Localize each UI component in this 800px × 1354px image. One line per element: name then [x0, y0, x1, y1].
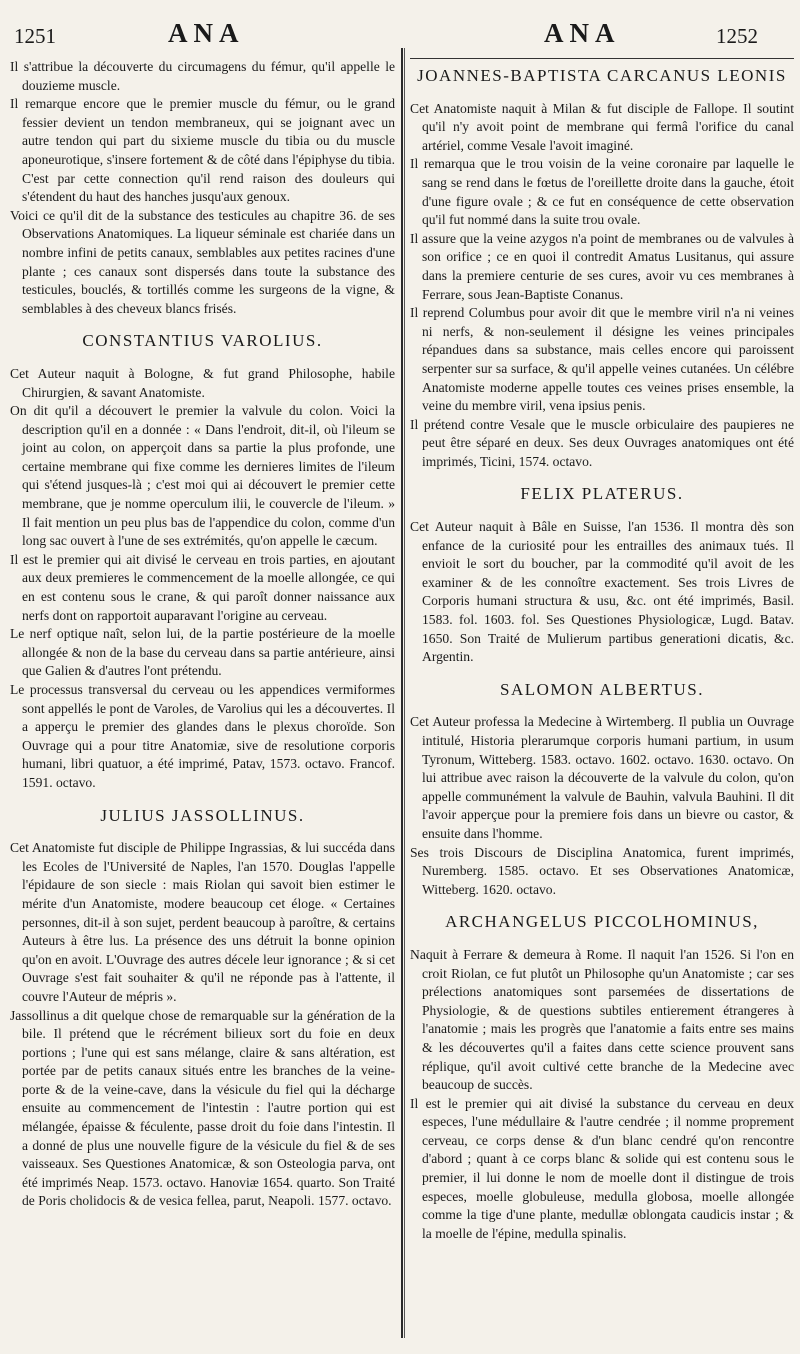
paragraph: Naquit à Ferrare & demeura à Rome. Il naquit l'an 1526. Si l'on en croit Riolan, ce fut plutôt un Philosophe qu'un Anatomiste ; car ses prélections anatomiques sont parsemées de dissertations de Physiologie, & de questions subtiles entierement étrangeres à l'anatomie ; mais les progrès que l'anatomie a faits entre ses mains & les découvertes qu'il a faites dans cette science prouvent sans réplique, qu'il avoit cultivé cette branche de la Medecine avec beaucoup de succès. — [410, 946, 794, 1093]
paragraph: Cet Auteur naquit à Bâle en Suisse, l'an 1536. Il montra dès son enfance de la curiosité pour les entrailles des animaux tués. Il envioit le sort du boucher, par la commodité qu'il avoit de les examiner & de les connoître exactement. Ses trois Livres de Corporis humani structura & usu, &c. ont été imprimés, Basil. 1583. fol. 1603. fol. Ses Questiones Physiologicæ, Lugd. Batav. 1650. Son Traité de Mulierum partibus generationi dicatis, &c. Argentin. — [410, 519, 794, 665]
section-heading: JULIUS JASSOLLINUS. — [100, 805, 305, 825]
left-column — [10, 58, 395, 1211]
paragraph: Jassollinus a dit quelque chose de remarquable sur la génération de la bile. Il prétend que le récrément bilieux sort du foie en deux portions ; l'une qui est sans mélange, claire & sans altération, est portée par de petits canaux situés entre les branches de la veine-porte & de la veine-cave, dans la vésicule du fiel qui la décharge ensuite au commencement de l'intestin : l'autre portion qui est mélangée, épaisse & féculente, passe droit du foie dans l'intestin. Il a donné de plus une nouvelle figure de la vésicule du fiel & de ses vaisseaux. Ses Questiones Anatomicæ, & son Osteologia parva, ont été imprimés Neap. 1573. octavo. Hanoviæ 1654. quarto. Son Traité de Poris cholidocis & de vesica fellea, parut, Neapoli. 1577. octavo. — [10, 1007, 395, 1209]
paragraph: Le nerf optique naît, selon lui, de la partie postérieure de la moelle allongée & non de la base du cerveau dans sa partie antérieure, ainsi que Galien & d'autres l'ont prétendu. — [10, 626, 395, 679]
paragraph: Cet Auteur professa la Medecine à Wirtemberg. Il publia un Ouvrage intitulé, Historia plerarumque corporis humani partium, in usum Tyronum, Witteberg. 1583. octavo. 1602. octavo. 1630. octavo. On lui attribue avec raison la découverte de la valvule du colon, qu'on appelle communément la valvule de Bauhin, valvula Bauhini. Il dit l'avoir apperçue pour la premiere fois dans un bievre ou castor, & ensuite dans l'homme. — [410, 714, 794, 841]
paragraph: Il remarqua que le trou voisin de la veine coronaire par laquelle le sang se rend dans le fœtus de l'oreillette droite dans la gauche, étoit d'une figure ovale ; & ce fut en conséquence de cette observation qu'il fut nommé dans la suite trou ovale. — [410, 156, 794, 228]
paragraph: Cet Auteur naquit à Bologne, & fut grand Philosophe, habile Chirurgien, & savant Anatomiste. — [10, 365, 395, 400]
section-heading: FELIX PLATERUS. — [520, 484, 684, 504]
left-running-title: ANA — [168, 18, 245, 48]
paragraph: On dit qu'il a découvert le premier la valvule du colon. Voici la description qu'il en a donnée : « Dans l'endroit, dit-il, où l'ileum se joint au colon, on apperçoit dans sa partie la plus profonde, une certaine membrane qui fixe comme les dernieres limites de l'ileum qui s'étend jusques-là ; c'est moi qui ai découvert le premier cette membrane, que je nomme operculum ilii, le couvercle de l'ileum. » Il fait mention un peu plus bas de l'appendice du colon, comme d'un long sac ouvert à l'une de ses extrémités, qu'on appelle le cæcum. — [10, 403, 395, 549]
paragraph: Ses trois Discours de Disciplina Anatomica, furent imprimés, Nuremberg. 1585. octavo. Et ses Observationes Anatomicæ, Witteberg. 1620. octavo. — [410, 844, 794, 897]
right-running-title: ANA — [544, 18, 621, 48]
column-divider — [401, 48, 403, 1338]
section-heading: SALOMON ALBERTUS. — [500, 679, 704, 699]
paragraph: Il est le premier qui ait divisé la substance du cerveau en deux especes, l'une médullaire & l'autre cendrée ; il nomme proprement cerveau, ce corps dense & d'un blanc cendré qu'on rencontre d'abord ; quant à ce corps blanc & solide qui est contenu sous le premier, il lui donne le nom de moelle dont il distingue de trois especes, moelle globuleuse, medulla globosa, moelle allongée comme la tige d'une plante, medullæ oblongata caudicis instar ; & la moelle de l'épine, medulla spinalis. — [410, 1095, 794, 1241]
right-page-number: 1252 — [716, 24, 758, 48]
paragraph: Cet Anatomiste naquit à Milan & fut disciple de Fallope. Il soutint qu'il n'y avoit point de membrane qui fermâ l'orifice du canal artériel, comme Vesale l'avoit imaginé. — [410, 100, 794, 153]
paragraph: Il remarque encore que le premier muscle du fémur, ou le grand fessier devient un tendon membraneux, qui se joignant avec un autre tendon qui part du sixieme muscle du tibia ou du muscle aponeurotique, s'insere fortement & de côté dans l'épiphyse du tibia. C'est par cette connection qu'il rend raison des douleurs qui s'étendent du haut des hanches jusqu'aux genoux. — [10, 96, 395, 205]
section-heading: JOANNES-BAPTISTA CARCANUS LEONIS — [410, 58, 794, 86]
paragraph: Il prétend contre Vesale que le muscle orbiculaire des paupieres ne peut être séparé en deux. Ses deux Ouvrages anatomiques ont été imprimés, Ticini, 1574. octavo. — [410, 416, 794, 469]
left-page-number: 1251 — [14, 24, 56, 48]
right-column — [410, 58, 794, 1243]
paragraph: Le processus transversal du cerveau ou les appendices vermiformes sont appellés le pont de Varoles, de Varolius qui les a découvertes. Il a apperçu le premier des glandes dans le plexus choroïde. Son Ouvrage qui a pour titre Anatomiæ, sive de resolutione corporis humani, libri quatuor, a été imprimé, Patav, 1573. octavo. Francof. 1591. octavo. — [10, 682, 395, 790]
column-divider-thin — [404, 48, 405, 1338]
paragraph: Cet Anatomiste fut disciple de Philippe Ingrassias, & lui succéda dans les Ecoles de l'Université de Naples, l'an 1570. Douglas l'appelle l'épidaure de son siecle : mais Riolan qui savoit bien estimer le mérite d'un Anatomiste, modere beaucoup cet éloge. « Certaines personnes, dit-il à son sujet, perdent beaucoup à paroître, & certains Auteurs à être lus. La présence des uns détruit la bonne opinion qu'on en avoit. L'Ouvrage des autres décele leur ignorance ; & si cet Ouvrage s'est fait souhaiter & qu'il ne réponde pas à l'attente, il couvre l'Auteur de mépris ». — [10, 840, 395, 1004]
paragraph: Il est le premier qui ait divisé le cerveau en trois parties, en ajoutant aux deux premieres le commencement de la moelle allongée, ce qui en est contenu sous le crane, & qui paroît donner naissance aux nerfs dont on rapportoit auparavant l'origine au cerveau. — [10, 551, 395, 623]
paragraph: Il s'attribue la découverte du circumagens du fémur, qu'il appelle le douzieme muscle. — [10, 59, 395, 93]
section-heading: ARCHANGELUS PICCOLHOMINUS, — [445, 912, 759, 932]
paragraph: Voici ce qu'il dit de la substance des testicules au chapitre 36. de ses Observations Anatomiques. La liqueur séminale est chariée dans un nombre infini de petits canaux, semblables aux petites racines d'une plante ; ces canaux sont dispersés dans toute la substance des testicules, bouclés, & tortillés comme les surgeons de la vigne, & semblables à des cheveux blancs frisés. — [10, 207, 395, 316]
section-heading: CONSTANTIUS VAROLIUS. — [82, 331, 323, 351]
paragraph: Il reprend Columbus pour avoir dit que le membre viril n'a ni veines ni nerfs, & non-seulement il désigne les veines principales répandues dans sa substance, mais celles encore qui paroissent serpenter sur sa surface, & qu'il appelle veines cutanées. Un célébre Anatomiste moderne appelle toutes ces veines prises ensemble, la veine du membre viril, vena ipsius penis. — [410, 305, 794, 414]
paragraph: Il assure que la veine azygos n'a point de membranes ou de valvules à son orifice ; ce en quoi il contredit Amatus Lusitanus, qui assure dans la premiere centurie de ses cures, avoir vu ces membranes à Ferrare, sous Jean-Baptiste Conanus. — [410, 230, 794, 302]
